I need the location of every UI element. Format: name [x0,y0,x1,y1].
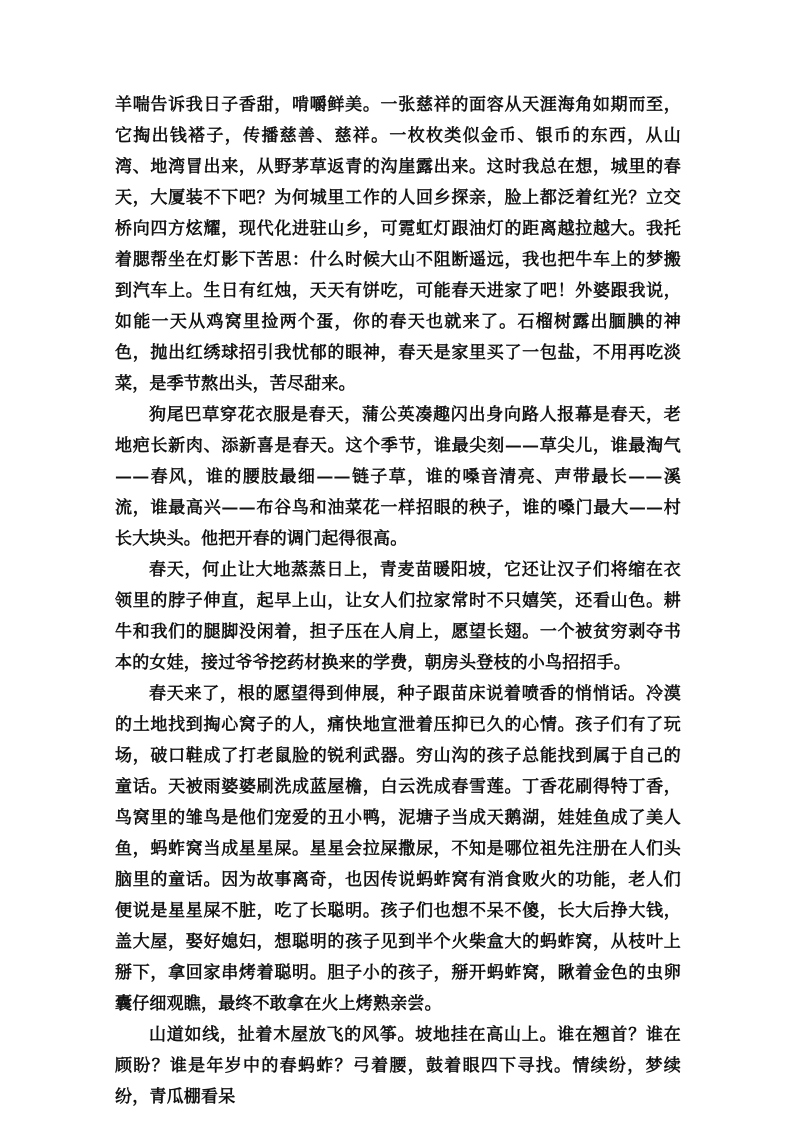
paragraph: 春天，何止让大地蒸蒸日上，青麦苗暖阳坡，它还让汉子们将缩在衣领里的脖子伸直，起早上山，让女人们拉家常时不只嬉笑，还看山色。耕牛和我们的腿脚没闲着，担子压在人肩上，愿望长翅。一个被贫穷剥夺书本的女娃，接过爷爷挖药材换来的学费，朝房头登枝的小鸟招招手。 [115,560,681,673]
paragraph: 山道如线，扯着木屋放飞的风筝。坡地挂在高山上。谁在翘首？谁在顾盼？谁是年岁中的春蚂蚱？弓着腰，鼓着眼四下寻找。情续纷，梦续纷，青瓜棚看呆 [115,1025,681,1107]
paragraph: 羊喘告诉我日子香甜，啃嚼鲜美。一张慈祥的面容从天涯海角如期而至，它掏出钱褡子，传播慈善、慈祥。一枚枚类似金币、银币的东西，从山湾、地湾冒出来，从野茅草返青的沟崖露出来。这时我总在想，城里的春天，大厦装不下吧？为何城里工作的人回乡探亲，脸上都泛着红光？立交桥向四方炫耀，现代化进驻山乡，可霓虹灯跟油灯的距离越拉越大。我托着腮帮坐在灯影下苦思：什么时候大山不阻断遥远，我也把牛车上的梦搬到汽车上。生日有红烛，天天有饼吃，可能春天进家了吧！外婆跟我说，如能一天从鸡窝里捡两个蛋，你的春天也就来了。石榴树露出腼腆的神色，抛出红绣球招引我忧郁的眼神，春天是家里买了一包盐，不用再吃淡菜，是季节熬出头，苦尽甜来。 [115,95,681,394]
paragraph: 狗尾巴草穿花衣服是春天，蒲公英凑趣闪出身向路人报幕是春天，老地疤长新肉、添新喜是春天。这个季节，谁最尖刻——草尖儿，谁最淘气——春风，谁的腰肢最细——链子草，谁的嗓音清亮、声带最长——溪流，谁最高兴——布谷鸟和油菜花一样招眼的秧子，谁的嗓门最大——村长大块头。他把开春的调门起得很高。 [115,405,681,549]
document-page [115,90,681,1113]
paragraph: 春天来了，根的愿望得到伸展，种子跟苗床说着喷香的悄悄话。冷漠的土地找到掏心窝子的人，痛快地宣泄着压抑已久的心情。孩子们有了玩场，破口鞋成了打老鼠脸的锐利武器。穷山沟的孩子总能找到属于自己的童话。天被雨婆婆刷洗成蓝屋檐，白云洗成春雪莲。丁香花刷得特丁香，鸟窝里的雏鸟是他们宠爱的丑小鸭，泥塘子当成天鹅湖，娃娃鱼成了美人鱼，蚂蚱窝当成星星屎。星星会拉屎撒尿，不知是哪位祖先注册在人们头脑里的童话。因为故事离奇，也因传说蚂蚱窝有消食败火的功能，老人们便说是星星屎不脏，吃了长聪明。孩子们也想不呆不傻，长大后挣大钱，盖大屋，娶好媳妇，想聪明的孩子见到半个火柴盒大的蚂蚱窝，从枝叶上掰下，拿回家串烤着聪明。胆子小的孩子，掰开蚂蚱窝，瞅着金色的虫卵囊仔细观瞧，最终不敢拿在火上烤熟亲尝。 [115,684,681,1014]
